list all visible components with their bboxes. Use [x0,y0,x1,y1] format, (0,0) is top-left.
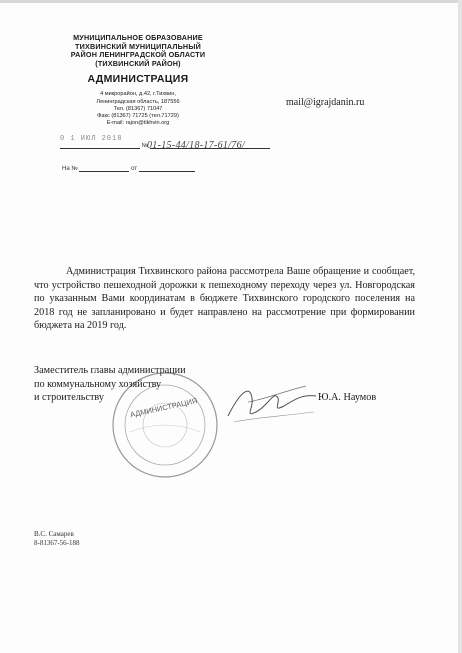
reply-date-line [139,164,195,172]
reply-prefix: На № [62,166,78,172]
reply-number-line [79,164,129,172]
signer-position [34,364,186,405]
position-line: и строительству [34,392,104,404]
seal-text: АДМИНИСТРАЦИЯ [129,396,199,420]
position-line: Заместитель главы администрации [34,365,186,376]
address-line: Факс (81367) 71725 (тел.71729) [97,112,179,119]
handwritten-signature [222,372,322,432]
date-stamp: 0 1 ИЮЛ 2018 [60,135,123,143]
address-line: 4 микрорайон, д.42, г.Тихвин, [100,91,176,98]
letterhead-address [52,91,224,127]
date-line [60,141,140,149]
scan-edge-right [458,0,462,653]
address-line: Ленинградская область, 187556 [96,98,180,105]
recipient-email: mail@igrajdanin.ru [286,97,365,108]
reply-reference-row [62,164,195,172]
performer-name: В.С. Самарев [34,530,74,538]
letter-body: Администрация Тихвинского района рассмотрела Ваше обращение и сообщает, что устройство пешеходной дорожки к пешеходному переходу через ул. Новгородская по указанным Вами координатам в бюджете Тихвинского городского поселения на 2018 год не запланировано и будет направлено на рассмотрение при формировании бюджета на 2019 год. [34,266,415,332]
org-line: РАЙОН ЛЕНИНГРАДСКОЙ ОБЛАСТИ [70,50,206,60]
position-line: по коммунальному хозяйству [34,378,162,390]
reply-from: от [131,166,138,172]
number-label: № [141,143,149,149]
scan-edge-top [0,0,462,3]
org-line: (ТИХВИНСКИЙ РАЙОН) [95,58,181,68]
performer-info [34,530,80,549]
address-line: Тел. (81367) 71047 [113,105,163,112]
letterhead [52,34,224,127]
handwritten-number: 01-15-44/18-17-61/76/ [147,140,245,151]
signer-name: Ю.А. Наумов [318,392,377,403]
performer-phone: 8-81367-56-188 [34,539,80,548]
org-line: ТИХВИНСКИЙ МУНИЦИПАЛЬНЫЙ [75,41,201,51]
letterhead-title: АДМИНИСТРАЦИЯ [87,73,189,86]
org-line: МУНИЦИПАЛЬНОЕ ОБРАЗОВАНИЕ [73,33,203,42]
address-line: E-mail: rajon@tikhvin.org [106,120,170,127]
